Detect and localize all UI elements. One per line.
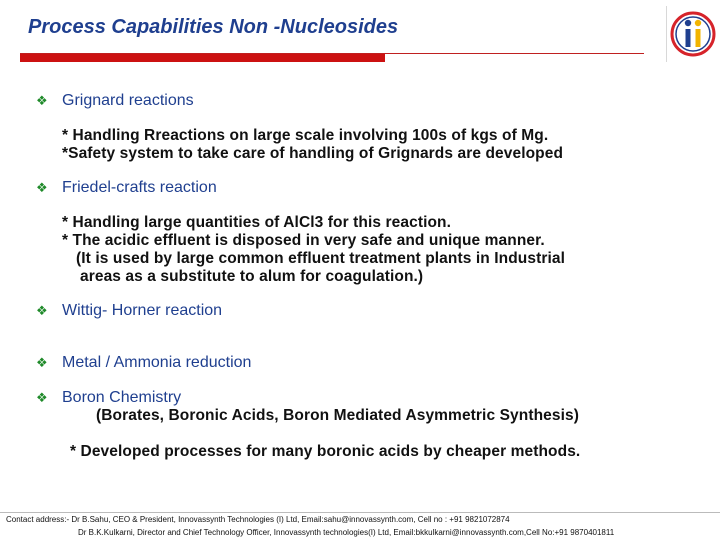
footer-contact-line-1: Contact address:- Dr B.Sahu, CEO & President, Innovassynth Technologies (I) Ltd, Email:sahu@innovassynth.com, Cell no : +91 9821072874 bbox=[6, 515, 510, 524]
detail-line: * Handling large quantities of AlCl3 for this reaction. bbox=[62, 214, 452, 231]
diamond-bullet-icon: ❖ bbox=[36, 303, 48, 318]
detail-line: * The acidic effluent is disposed in very safe and unique manner. bbox=[62, 232, 545, 249]
detail-line: (It is used by large common effluent treatment plants in Industrial bbox=[76, 250, 565, 267]
company-logo bbox=[666, 6, 719, 62]
slide-title: Process Capabilities Non -Nucleosides bbox=[28, 16, 399, 38]
footer-divider bbox=[0, 512, 720, 513]
bullet-metal-ammonia bbox=[36, 354, 251, 372]
diamond-bullet-icon: ❖ bbox=[36, 355, 48, 370]
diamond-bullet-icon: ❖ bbox=[36, 93, 48, 108]
bullet-label: Wittig- Horner reaction bbox=[62, 302, 223, 319]
title-underline-thick bbox=[20, 54, 385, 62]
bullet-grignard bbox=[36, 92, 194, 110]
bullet-boron-chemistry bbox=[36, 389, 181, 407]
detail-line: (Borates, Boronic Acids, Boron Mediated Asymmetric Synthesis) bbox=[96, 407, 579, 424]
detail-line: * Handling Rreactions on large scale involving 100s of kgs of Mg. bbox=[62, 127, 549, 144]
diamond-bullet-icon: ❖ bbox=[36, 180, 48, 195]
bullet-label: Metal / Ammonia reduction bbox=[62, 354, 252, 371]
innovassynth-logo-icon bbox=[667, 6, 719, 62]
bullet-wittig-horner bbox=[36, 302, 222, 320]
detail-line: areas as a substitute to alum for coagulation.) bbox=[80, 268, 424, 285]
bullet-label: Boron Chemistry bbox=[62, 389, 182, 406]
diamond-bullet-icon: ❖ bbox=[36, 390, 48, 405]
detail-line: *Safety system to take care of handling of Grignards are developed bbox=[62, 145, 564, 162]
bullet-label: Friedel-crafts reaction bbox=[62, 179, 217, 196]
footer-contact-line-2: Dr B.K.Kulkarni, Director and Chief Technology Officer, Innovassynth technologies(I) Ltd, Email:bkkulkarni@innovassynth.com,Cell No:+91 9870401811 bbox=[78, 528, 615, 537]
bullet-friedel-crafts bbox=[36, 179, 217, 197]
bullet-label: Grignard reactions bbox=[62, 92, 194, 109]
detail-line: * Developed processes for many boronic acids by cheaper methods. bbox=[70, 443, 581, 460]
